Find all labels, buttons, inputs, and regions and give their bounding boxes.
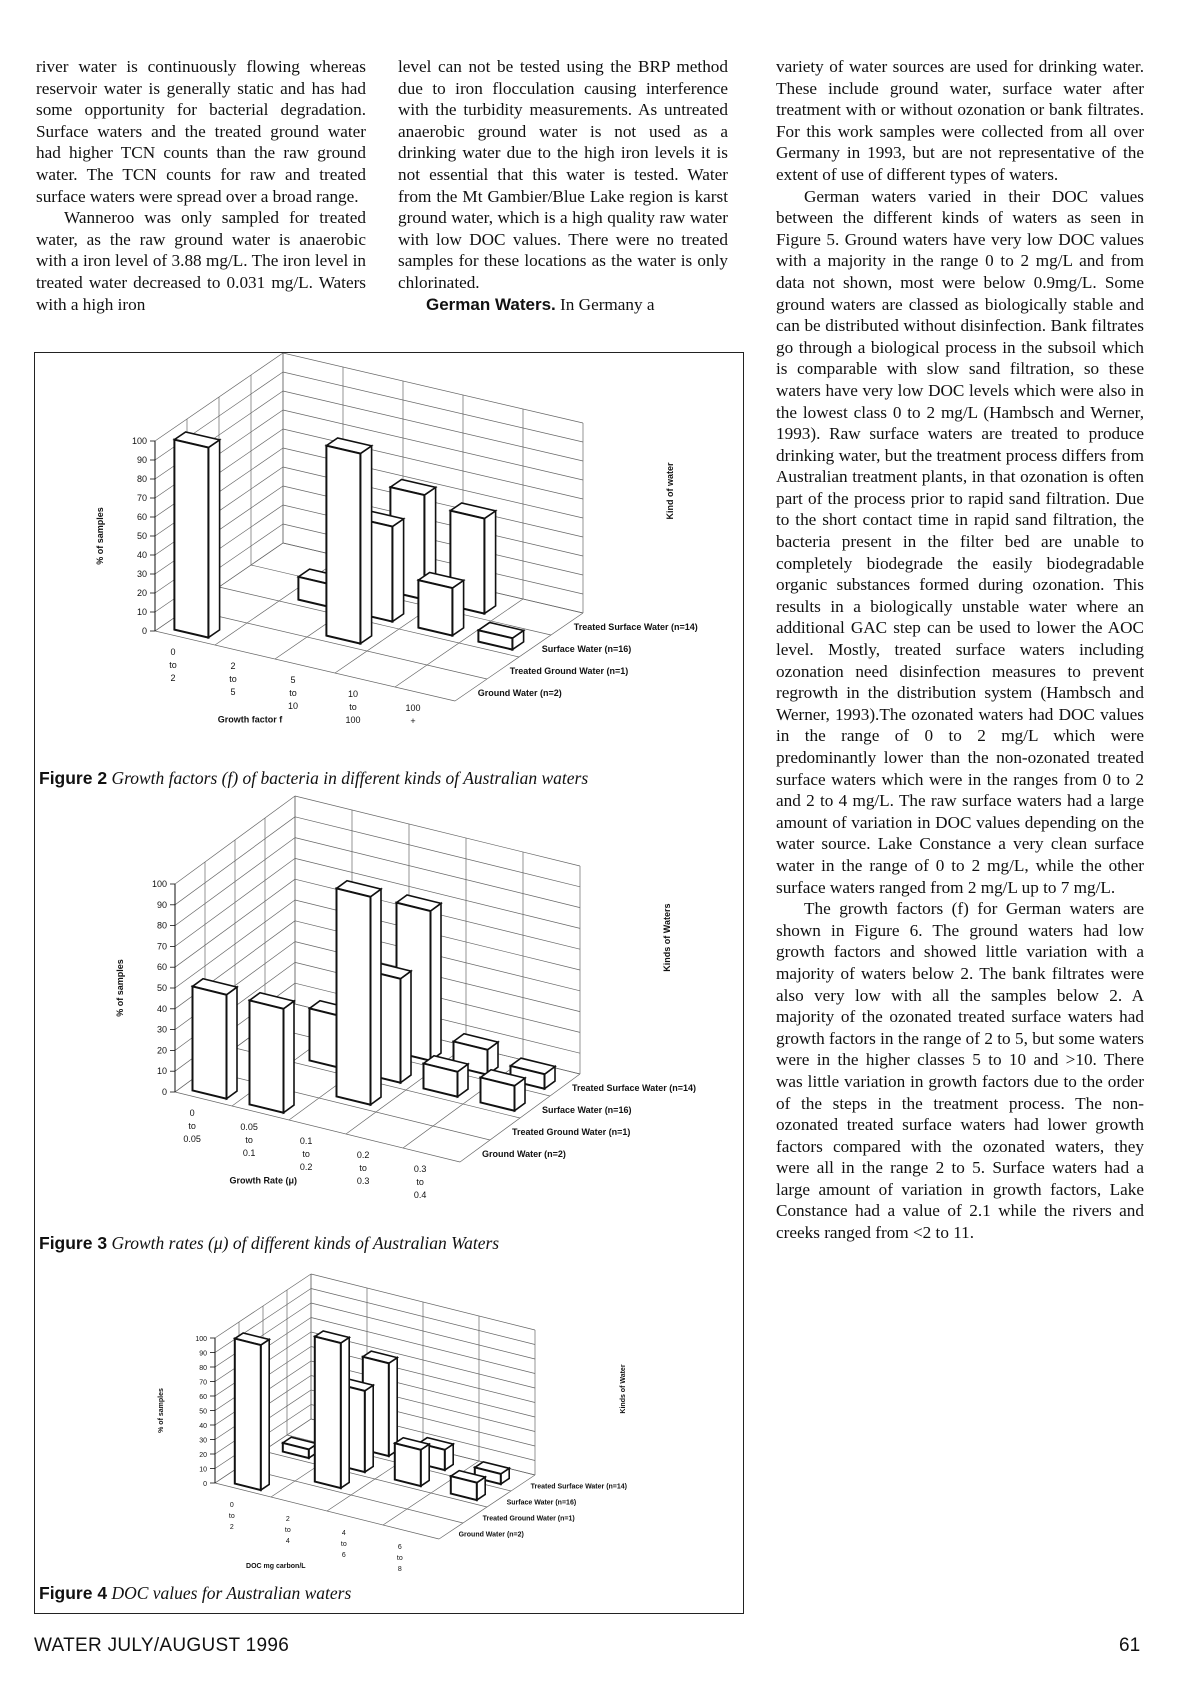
bar-side [421, 1444, 429, 1486]
bar-face [193, 986, 227, 1098]
y-tick-label: 10 [156, 1066, 167, 1077]
figure-2-chart [35, 353, 741, 763]
bar-side [452, 580, 463, 635]
caption-label: Figure 4 [39, 1583, 108, 1603]
y-tick-label: 0 [141, 626, 147, 636]
bar-face [337, 888, 371, 1104]
x-tick-label: 100 + [405, 703, 421, 727]
x-tick-label: 0.05 to 0.1 [240, 1122, 258, 1159]
gridline [295, 796, 580, 866]
figure-4-caption [39, 1583, 351, 1604]
y-tick-label: 0 [161, 1087, 167, 1097]
series-label: Ground Water (n=2) [477, 688, 562, 699]
paragraph: level can not be tested using the BRP method due to iron flocculation causing interference with the turbidity measurements. As untreated anaerobic ground water is not used as a drinking water due to the high iron levels it is not essential that this water is tested. Water from the Mt Gambier/Blue Lake region is karst ground water, which is a high quality raw water with low DOC values. There were no treated samples for these locations as the water is only chlorinated. [398, 57, 728, 292]
x-tick-label: 0 to 2 [228, 1502, 235, 1532]
caption-text: Growth rates (μ) of different kinds of Australian Waters [111, 1233, 500, 1253]
y-tick-label: 50 [136, 531, 147, 541]
y-tick-label: 90 [136, 455, 147, 465]
y-tick-label: 90 [199, 1350, 207, 1358]
bar [481, 1070, 526, 1111]
y-tick-label: 30 [199, 1437, 207, 1445]
y-tick-label: 30 [156, 1024, 167, 1035]
x-tick-label: 10 to 100 [345, 689, 361, 726]
y-tick-label: 100 [151, 879, 167, 889]
gridline [155, 631, 455, 701]
y-axis-title: % of samples [115, 959, 125, 1017]
x-axis-title: Growth Rate (μ) [229, 1175, 298, 1186]
caption-text: Growth factors (f) of bacteria in different kinds of Australian waters [111, 768, 589, 788]
series-label: Ground Water (n=2) [482, 1149, 566, 1160]
z-axis-title: Kinds of Water [620, 1364, 627, 1414]
series-label: Treated Surface Water (n=14) [572, 1083, 696, 1094]
paragraph-german-waters [398, 294, 728, 316]
section-heading: German Waters. [426, 294, 556, 314]
y-tick-label: 0 [203, 1481, 207, 1488]
caption-label: Figure 2 [39, 768, 108, 788]
series-label: Treated Ground Water (n=1) [512, 1127, 631, 1138]
x-tick-label: 5 to 10 [287, 675, 299, 712]
y-tick-label: 100 [131, 436, 147, 446]
series-label: Surface Water (n=16) [542, 1105, 632, 1116]
caption-label: Figure 3 [39, 1233, 108, 1253]
y-tick-label: 80 [156, 920, 167, 931]
bar-side [371, 889, 382, 1105]
bar-face [315, 1337, 341, 1489]
y-tick-label: 70 [156, 941, 167, 952]
z-axis-title: Kinds of Waters [662, 903, 672, 972]
bar-side [431, 903, 442, 1060]
bar-side [341, 1337, 349, 1488]
gridline [175, 1092, 460, 1162]
page-number: 61 [1119, 1635, 1141, 1656]
bar-side [401, 971, 412, 1083]
text-column-3 [776, 56, 1144, 1244]
series-label: Ground Water (n=2) [458, 1531, 524, 1539]
bar-face [418, 580, 452, 635]
bar-side [360, 446, 371, 644]
paragraph: The growth factors (f) for German waters are shown in Figure 6. The ground waters had low growth factors and showed little variation with a majority of waters below 2. The bank filtrates were also very low with all the samples below 2. A majority of the ozonated treated surface waters had growth factors in the range of 2 to 5, but some waters were in the higher classes 5 to 10 and >10. There was little variation in growth factors due to the order of the steps in the treatment process. The non-ozonated treated surface waters had lower growth factors compared with the ozonated waters, they were all in the range 2 to 5. Surface waters had a large amount of variation in growth factors, Lake Constance had a value of 2.1 while the rivers and creeks ranged from <2 to 11. [776, 899, 1144, 1243]
bar-face [174, 440, 208, 638]
bar-side [484, 511, 495, 614]
y-tick-label: 70 [199, 1379, 207, 1387]
series-label: Surface Water (n=16) [541, 644, 632, 655]
bar-face [235, 1339, 261, 1491]
y-tick-label: 50 [156, 983, 167, 993]
y-tick-label: 70 [136, 493, 147, 503]
bar-side [389, 1358, 397, 1456]
x-tick-label: 0.3 to 0.4 [413, 1164, 427, 1201]
series-label: Treated Ground Water (n=1) [509, 666, 629, 677]
bar [478, 623, 523, 650]
x-tick-label: 0.2 to 0.3 [356, 1150, 370, 1187]
x-tick-label: 0.1 to 0.2 [299, 1136, 313, 1173]
x-tick-label: 4 to 6 [340, 1530, 347, 1560]
y-tick-label: 40 [199, 1423, 207, 1430]
bar [337, 881, 382, 1105]
bar [235, 1333, 269, 1490]
gridline [215, 1483, 439, 1539]
y-tick-label: 60 [199, 1394, 207, 1401]
y-tick-label: 50 [199, 1408, 207, 1416]
bar [193, 979, 238, 1099]
y-tick-label: 90 [156, 899, 167, 910]
y-tick-label: 80 [136, 474, 147, 484]
y-tick-label: 40 [156, 1003, 167, 1014]
bar [326, 438, 371, 644]
y-tick-label: 10 [199, 1466, 207, 1474]
bar [451, 1471, 485, 1501]
y-axis-title: % of samples [95, 507, 105, 565]
y-tick-label: 60 [156, 962, 167, 973]
x-tick-label: 2 to 4 [284, 1516, 291, 1546]
journal-footer: WATER JULY/AUGUST 1996 [34, 1635, 290, 1656]
y-tick-label: 100 [195, 1336, 207, 1343]
figure-3-chart [35, 770, 741, 1232]
bar [418, 572, 463, 635]
gridline [283, 372, 583, 442]
figure-3-caption [39, 1233, 499, 1254]
bar-side [392, 519, 403, 622]
bar [424, 1056, 469, 1097]
x-axis-title: DOC mg carbon/L [246, 1563, 306, 1571]
y-tick-label: 30 [136, 569, 147, 579]
gridline [283, 353, 583, 423]
bar-side [284, 1001, 295, 1113]
y-tick-label: 20 [156, 1045, 167, 1056]
y-tick-label: 60 [136, 512, 147, 522]
bar-face [395, 1443, 421, 1486]
text-column-2 [398, 56, 728, 315]
bar [395, 1438, 429, 1486]
y-tick-label: 40 [136, 550, 147, 560]
figure-4-chart [35, 1253, 741, 1579]
series-label: Treated Ground Water (n=1) [482, 1515, 575, 1523]
bar-face [250, 1000, 284, 1112]
paragraph: German waters varied in their DOC values between the different kinds of waters as seen in Figure 5. Ground waters have very low DOC values with a majority in the range 0 to 2 mg/L and from data not shown, most were below 0.9mg/L. Some ground waters are classed as biologically stable and can be distributed without disinfection. Bank filtrates go through a biological process in the subsoil which is comparable with slow sand filtration, so these waters have very low DOC levels which were also in the lowest class 0 to 2 mg/L (Hambsch and Werner, 1993). Raw surface waters are treated to produce drinking water, but the treatment process differs from Australian treatment plants, in that ozonation is often part of the process prior to rapid sand filtration. Due to the short contact time in rapid sand filtration, the bacteria present in the filter bed are unable to completely biodegrade the easily biodegradable organic substances formed during ozonation. This results in a biologically unstable water where an additional GAC step can be used to lower the AOC level. Mostly, treated surface waters including ozonation need disinfection measures to prevent regrowth in the distribution system (Hambsch and Werner, 1993).The ozonated waters had DOC values in the range of 0 to 2 mg/L which were predominantly lower than the non-ozonated treated surface waters which were in the ranges from 0 to 2 and 2 to 4 mg/L. The raw surface waters had a large amount of variation in DOC values depending on the water source. Lake Constance a very clean surface water in the range of 0 to 2 mg/L, while the other surface waters ranged from 2 mg/L up to 7 mg/L. [776, 186, 1144, 897]
bar [250, 993, 295, 1113]
y-tick-label: 80 [199, 1365, 207, 1372]
series-label: Surface Water (n=16) [506, 1499, 577, 1507]
paragraph-text: In Germany a [560, 294, 655, 314]
bar [315, 1331, 349, 1488]
bar-side [227, 987, 238, 1099]
gridline [295, 817, 580, 887]
x-tick-label: 6 to 8 [396, 1544, 403, 1574]
y-tick-label: 10 [136, 607, 147, 617]
bar [174, 432, 219, 638]
caption-text: DOC values for Australian waters [111, 1583, 352, 1603]
paragraph: variety of water sources are used for drinking water. These include ground water, surface water after treatment with or without ozonation or bank filtrates. For this work samples were collected from all over Germany in 1993, but are not representative of the extent of use of different types of waters. [776, 57, 1144, 184]
bar-side [208, 440, 219, 638]
figure-box [34, 352, 744, 1614]
x-tick-label: 0 to 0.05 [183, 1108, 201, 1145]
bar [283, 1437, 317, 1458]
y-axis-title: % of samples [158, 1388, 165, 1433]
x-tick-label: 0 to 2 [169, 647, 177, 684]
bar-side [365, 1385, 373, 1472]
series-label: Treated Surface Water (n=14) [530, 1483, 628, 1491]
z-axis-title: Kind of water [665, 462, 675, 520]
paragraph: Wanneroo was only sampled for treated water, as the raw ground water is anaerobic with a iron level of 3.88 mg/L. The iron level in treated water decreased to 0.031 mg/L. Waters with a high iron [36, 208, 366, 314]
series-label: Treated Surface Water (n=14) [573, 622, 698, 633]
x-tick-label: 2 to 5 [229, 661, 237, 698]
text-column-1 [36, 56, 366, 315]
bar-face [326, 446, 360, 644]
y-tick-label: 20 [136, 588, 147, 598]
bar-side [261, 1339, 269, 1490]
paragraph: river water is continuously flowing whereas reservoir water is generally static and has had some opportunity for bacterial degradation. Surface waters and the treated ground water had higher TCN counts than the raw ground water. The TCN counts for raw and treated surface waters were spread over a broad range. [36, 57, 366, 206]
x-axis-title: Growth factor f [217, 714, 283, 725]
y-tick-label: 20 [199, 1452, 207, 1459]
